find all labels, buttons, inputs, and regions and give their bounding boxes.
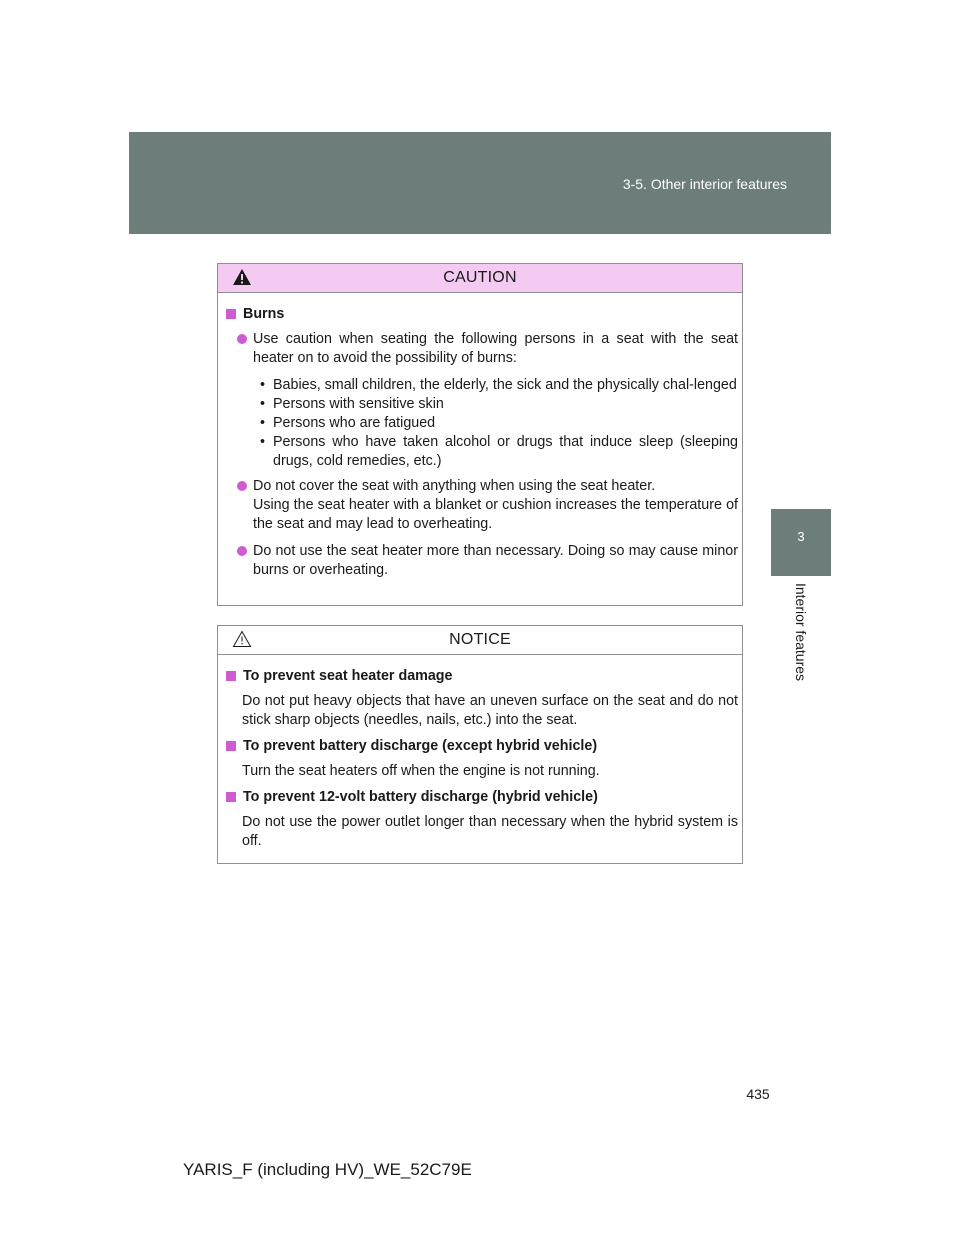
caution-header — [218, 264, 742, 293]
document-code: YARIS_F (including HV)_WE_52C79E — [183, 1160, 472, 1179]
sub-list-item — [226, 376, 738, 395]
chapter-tab — [771, 509, 831, 576]
caution-box — [217, 263, 743, 606]
list-item — [226, 542, 738, 580]
heading-text: To prevent seat heater damage — [243, 668, 453, 684]
sub-item-text: Persons with sensitive skin — [273, 396, 444, 412]
caution-body — [218, 293, 742, 580]
middle-dot-icon: • — [260, 434, 266, 450]
list-item — [226, 477, 738, 534]
notice-heading — [226, 737, 738, 756]
chapter-label: Interior features — [793, 582, 809, 682]
bullet-extra-text: Using the seat heater with a blanket or cushion increases the temperature of the seat and may lead to overheating. — [253, 497, 738, 532]
square-bullet-icon — [226, 792, 236, 802]
bullet-text: Use caution when seating the following persons in a seat with the seat heater on to avoid the possibility of burns: — [253, 331, 738, 366]
heading-text: To prevent battery discharge (except hybrid vehicle) — [243, 738, 598, 754]
round-bullet-icon — [237, 334, 247, 344]
notice-heading — [226, 788, 738, 807]
round-bullet-icon — [237, 546, 247, 556]
square-bullet-icon — [226, 309, 236, 319]
sub-list-item — [226, 414, 738, 433]
caution-title: CAUTION — [443, 269, 517, 286]
header-band — [129, 132, 831, 234]
notice-text: Do not use the power outlet longer than necessary when the hybrid system is off. — [242, 814, 738, 849]
sub-list — [226, 376, 738, 471]
notice-box — [217, 625, 743, 864]
notice-text: Do not put heavy objects that have an uneven surface on the seat and do not stick sharp objects (needles, nails, etc.) into the seat. — [242, 693, 738, 728]
sub-list-item — [226, 433, 738, 471]
bullet-text: Do not cover the seat with anything when using the seat heater. — [253, 478, 656, 494]
section-title: 3-5. Other interior features — [622, 176, 787, 192]
heading-text: To prevent 12-volt battery discharge (hybrid vehicle) — [243, 789, 598, 805]
warning-triangle-outline-icon — [232, 630, 252, 648]
bullet-text: Do not use the seat heater more than necessary. Doing so may cause minor burns or overheating. — [253, 543, 738, 578]
sub-item-text: Babies, small children, the elderly, the sick and the physically chal-lenged — [273, 377, 737, 393]
sub-item-text: Persons who have taken alcohol or drugs that induce sleep (sleeping drugs, cold remedies, etc.) — [273, 434, 738, 469]
middle-dot-icon: • — [260, 377, 266, 393]
round-bullet-icon — [237, 481, 247, 491]
heading-text: Burns — [243, 306, 285, 322]
notice-heading — [226, 667, 738, 686]
caution-heading — [226, 305, 738, 324]
sub-list-item — [226, 395, 738, 414]
notice-body — [218, 655, 742, 851]
list-item — [226, 330, 738, 368]
square-bullet-icon — [226, 741, 236, 751]
chapter-number: 3 — [797, 529, 805, 544]
middle-dot-icon: • — [260, 396, 266, 412]
middle-dot-icon: • — [260, 415, 266, 431]
notice-title: NOTICE — [449, 631, 511, 648]
page-number: 435 — [746, 1086, 770, 1102]
square-bullet-icon — [226, 671, 236, 681]
notice-text: Turn the seat heaters off when the engine is not running. — [242, 763, 600, 779]
warning-triangle-filled-icon — [232, 268, 252, 286]
notice-header — [218, 626, 742, 655]
sub-item-text: Persons who are fatigued — [273, 415, 436, 431]
